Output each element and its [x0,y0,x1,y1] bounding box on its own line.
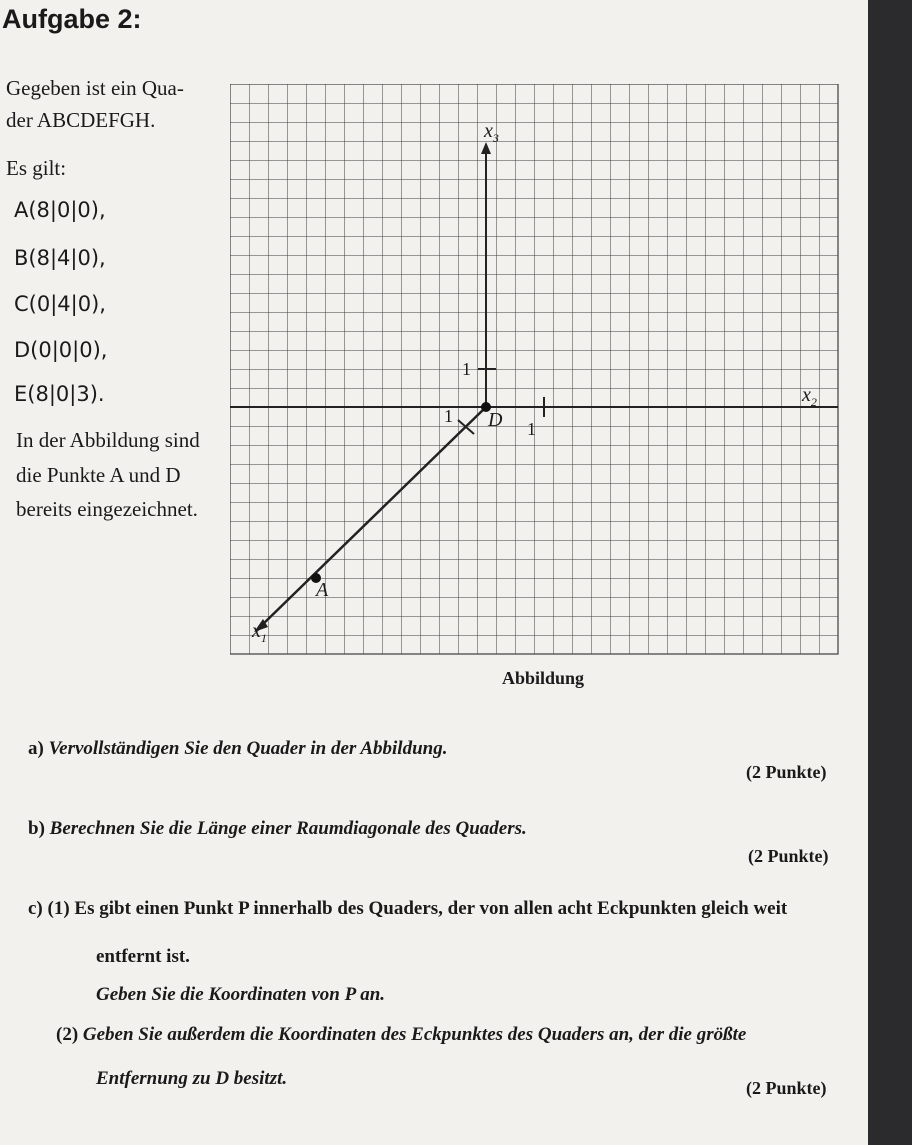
task-title: Aufgabe 2: [2,4,142,34]
coordinate-figure [230,84,842,665]
x2-tick-label: 1 [527,419,536,439]
task-c2-text-2: Entfernung zu D besitzt. [96,1068,288,1089]
task-a-text: Vervollständigen Sie den Quader in der Abbildung. [48,738,448,759]
task-c-points: (2 Punkte) [746,1078,827,1098]
note-line-2: die Punkte A und D [16,463,181,487]
task-b [28,818,527,840]
task-c1-label: (1) [47,898,70,919]
task-c2 [56,1024,746,1046]
x2-axis-label: $x_2$ [802,384,817,409]
task-c1-text-2: entfernt ist. [96,946,190,967]
es-gilt-label: Es gilt: [6,156,67,180]
task-b-points: (2 Punkte) [748,846,829,866]
intro-line-1: Gegeben ist ein Qua- [6,76,184,100]
task-c1-text-3: Geben Sie die Koordinaten von P an. [96,984,386,1005]
point-b-def: B(8|4|0), [14,246,106,270]
task-a [28,738,447,760]
point-c-def: C(0|4|0), [14,292,106,316]
screen-edge [868,0,912,1145]
task-c1 [28,898,787,920]
point-a-def: A(8|0|0), [14,198,106,222]
task-b-text: Berechnen Sie die Länge einer Raumdiagonale des Quaders. [49,818,527,839]
point-d-label: D [488,409,503,431]
task-a-label: a) [28,738,44,759]
intro-line-2: der ABCDEFGH. [6,108,156,132]
x1-axis-label: $x_1$ [252,620,267,645]
task-b-label: b) [28,818,45,839]
x3-tick-label: 1 [462,359,471,379]
grid-canvas [230,84,842,660]
task-c2-label: (2) [56,1024,79,1045]
task-c1-text-1: Es gibt einen Punkt P innerhalb des Quaders, der von allen acht Eckpunkten gleich weit [74,898,788,919]
x3-axis-label: $x_3$ [484,120,499,145]
figure-caption: Abbildung [502,668,585,688]
point-a-label: A [316,579,329,601]
note-line-1: In der Abbildung sind [16,428,200,452]
point-d-def: D(0|0|0), [14,338,108,362]
task-c2-text-1: Geben Sie außerdem die Koordinaten des Eckpunktes des Quaders an, der die größte [82,1024,747,1045]
point-e-def: E(8|0|3). [14,382,105,406]
note-line-3: bereits eingezeichnet. [16,497,198,521]
x1-tick-label: 1 [444,406,453,426]
task-c-label: c) [28,898,43,919]
task-a-points: (2 Punkte) [746,762,827,782]
